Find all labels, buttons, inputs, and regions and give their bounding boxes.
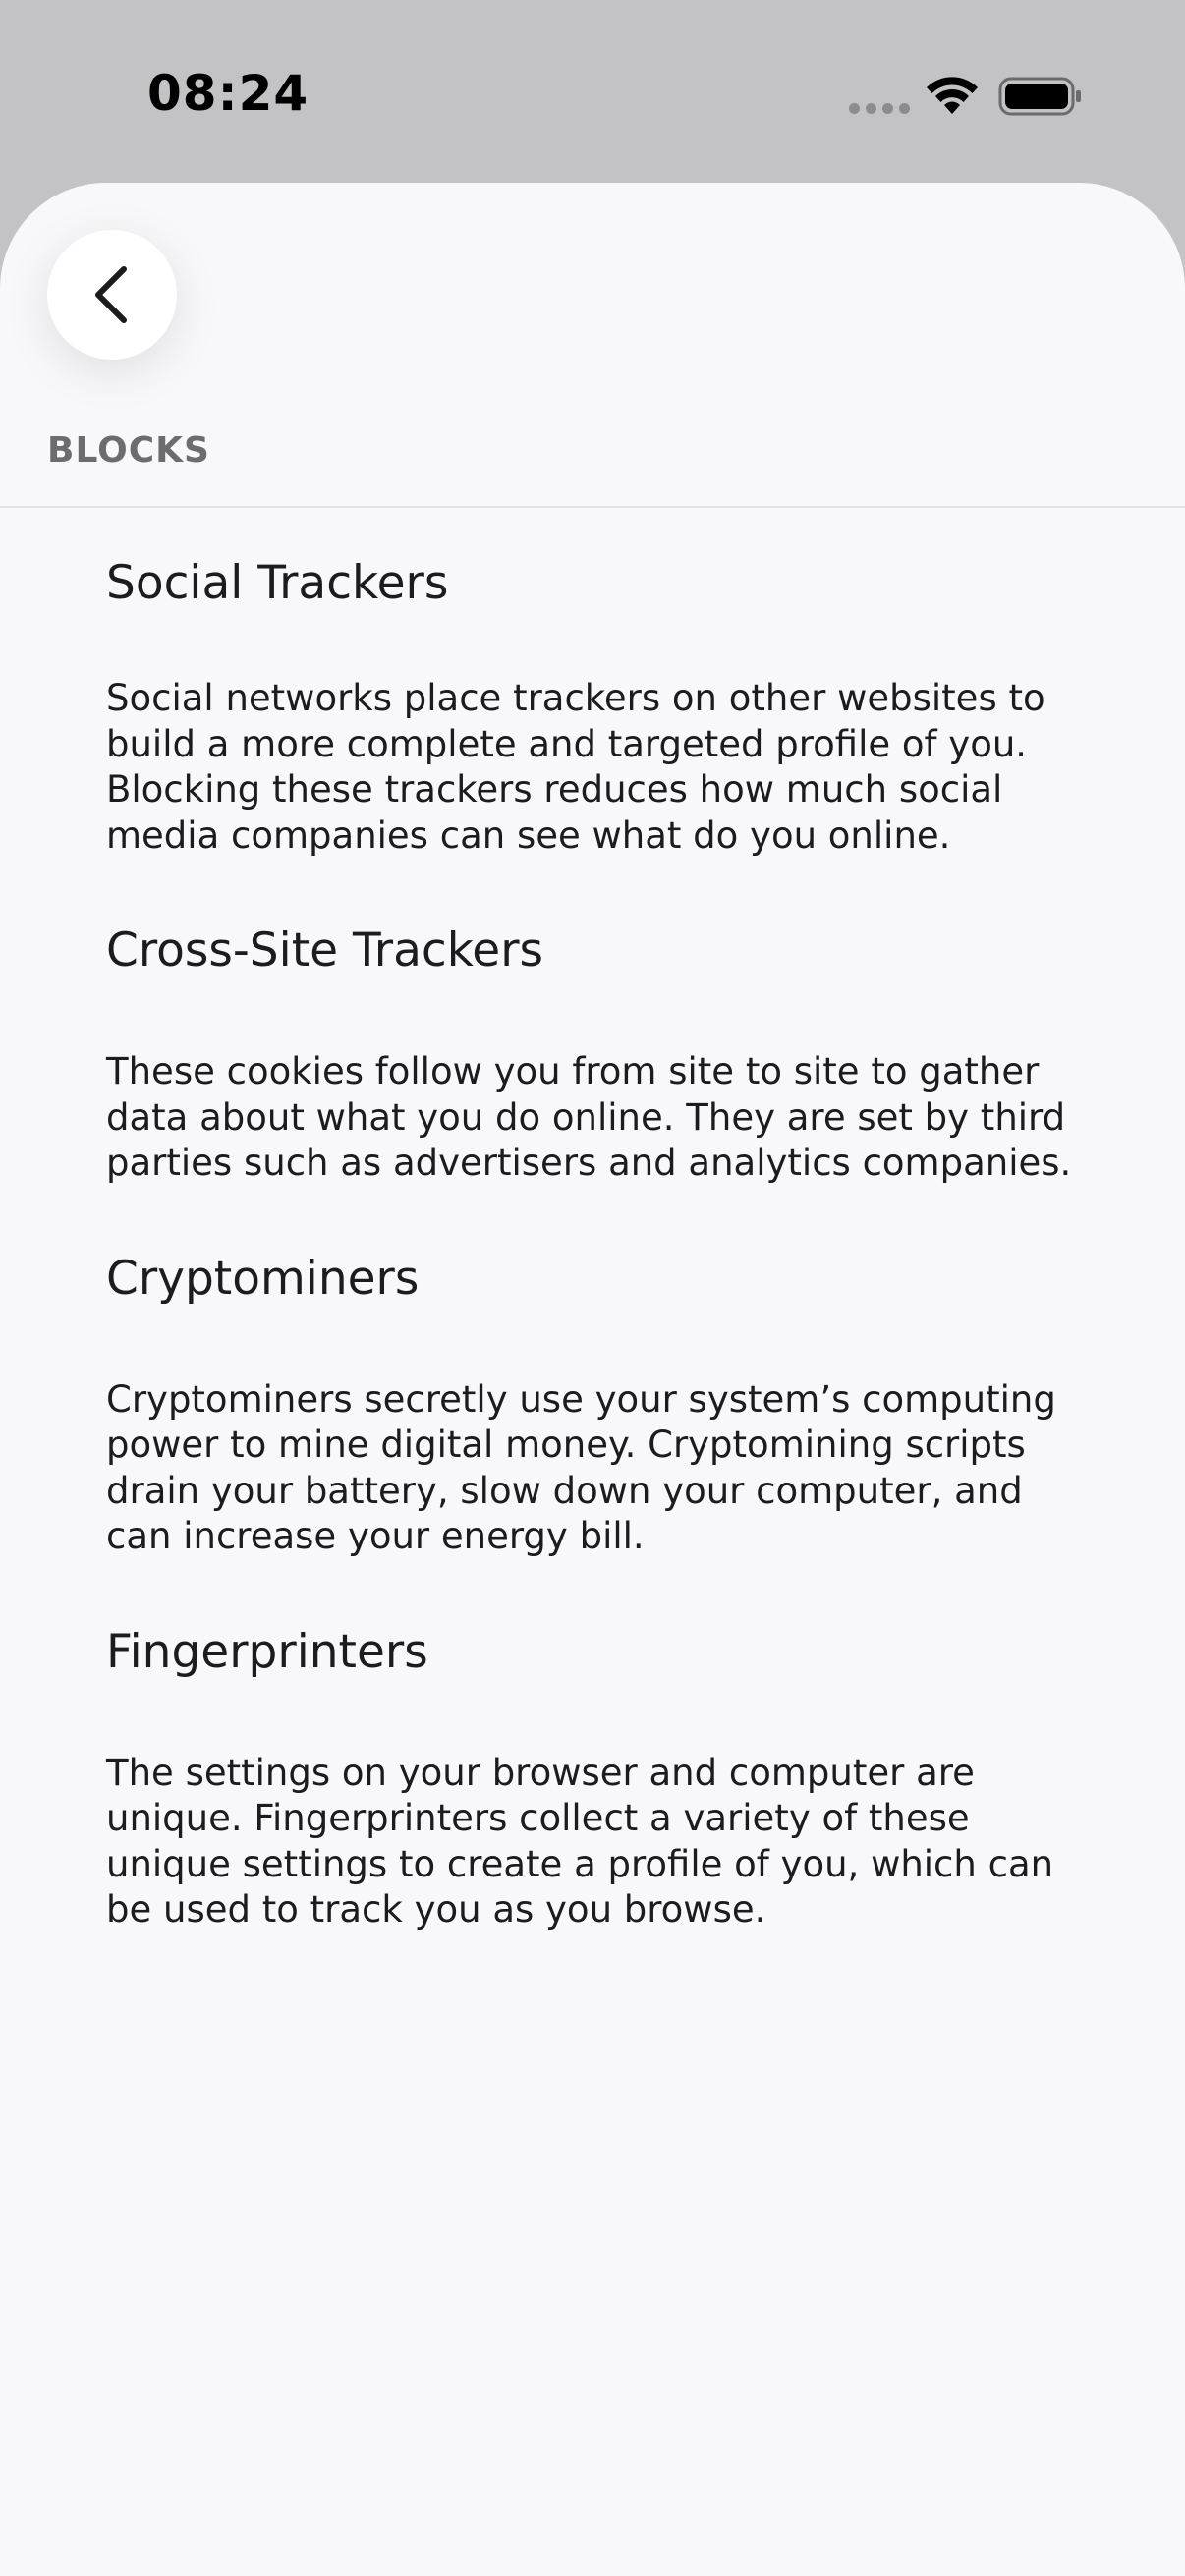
battery-icon [998,77,1083,116]
block-description: These cookies follow you from site to site to gather data about what you do online. They are set by third parties such as advertisers and analytics companies. [106,1050,1072,1184]
section-header-blocks: BLOCKS [47,430,210,471]
block-description: Social networks place trackers on other websites to build a more complete and targeted profile of you. Blocking these trackers reduces how much social media companies can see what do you online. [106,677,1045,857]
block-title: Cryptominers [106,1251,420,1306]
status-bar [0,0,1185,183]
block-item-social-trackers [106,556,1089,859]
block-title: Fingerprinters [106,1624,428,1679]
tracker-blocks-sheet [0,183,1185,2576]
block-item-fingerprinters [106,1625,1089,1933]
block-title: Cross-Site Trackers [106,924,544,978]
blocks-list [106,556,1089,1933]
back-button[interactable] [47,230,177,360]
block-item-cryptominers [106,1252,1089,1560]
status-time: 08:24 [147,65,310,122]
cellular-signal-icon [849,103,910,114]
block-item-cross-site-trackers [106,924,1089,1187]
divider [0,506,1185,508]
block-title: Social Trackers [106,556,449,610]
wifi-icon [924,75,981,116]
block-description: The settings on your browser and computer are unique. Fingerprinters collect a variety of these unique settings to create a profile of you, which can be used to track you as you browse. [106,1751,1054,1931]
chevron-left-icon [88,263,136,326]
block-description: Cryptominers secretly use your system’s computing power to mine digital money. Cryptomining scripts drain your battery, slow down your computer, and can increase your energy bill. [106,1377,1056,1557]
